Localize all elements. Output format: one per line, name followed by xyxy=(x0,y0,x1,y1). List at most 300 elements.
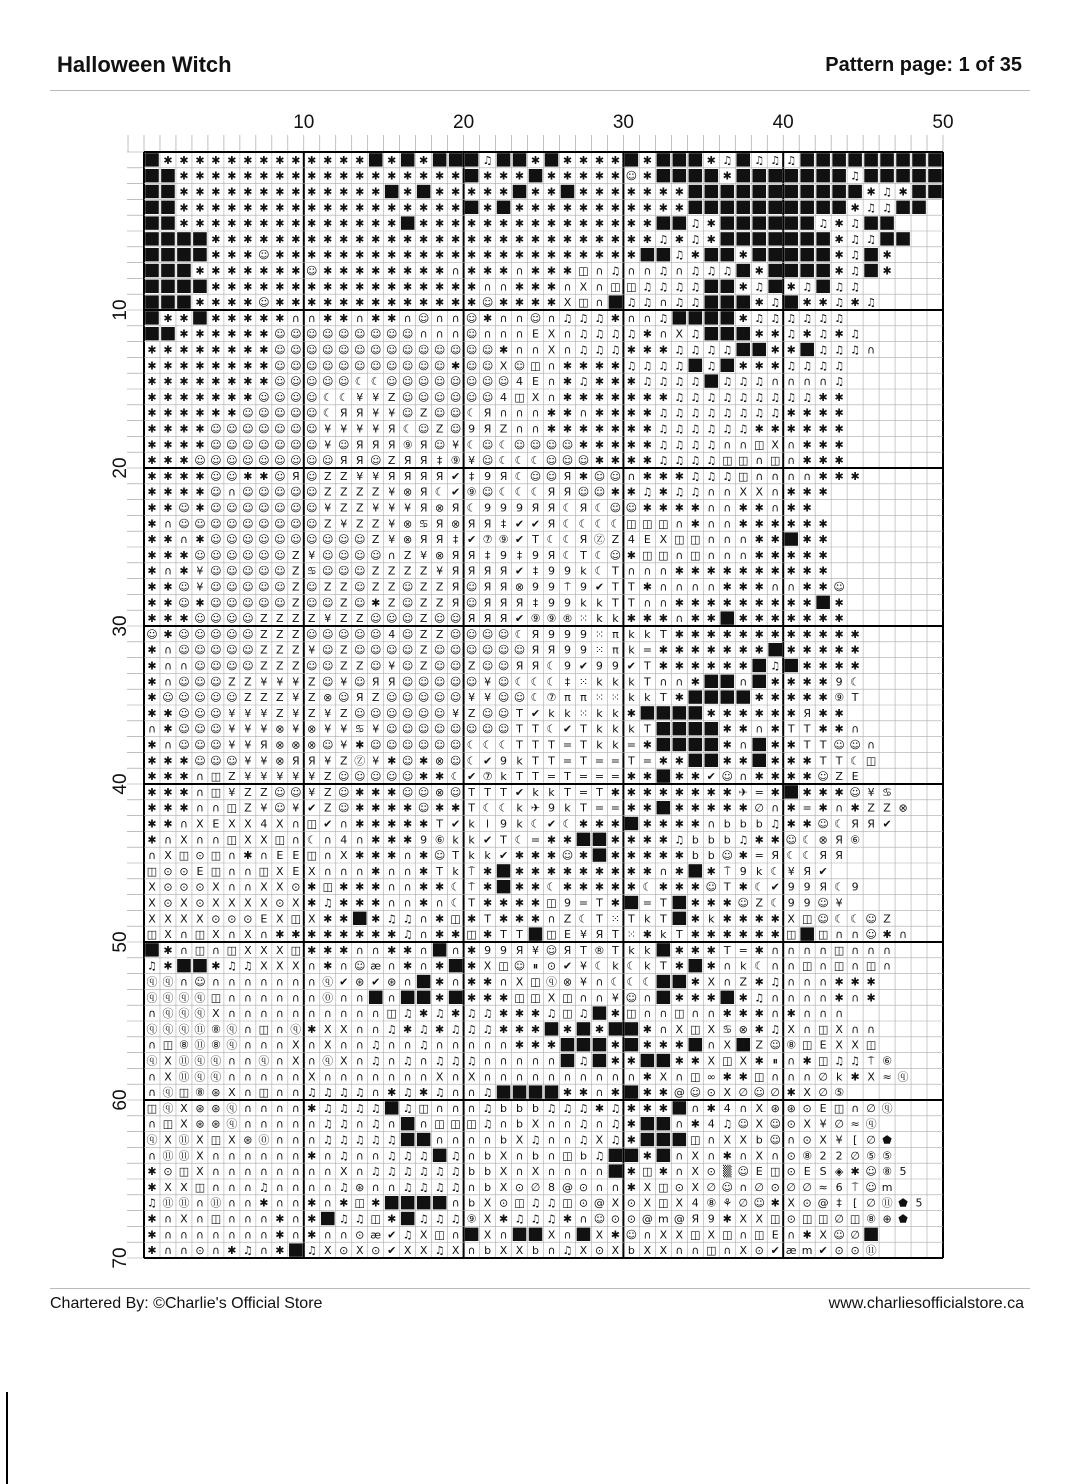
stitch-cell: ✱ xyxy=(163,438,173,452)
stitch-cell: ✱ xyxy=(658,849,668,863)
website-link[interactable]: www.charliesofficialstore.ca xyxy=(828,1295,1024,1312)
stitch-cell: 4 xyxy=(707,1117,715,1131)
stitch-cell: ☺ xyxy=(258,248,270,262)
stitch-cell: ☺ xyxy=(242,438,254,452)
stitch-cell: ∩ xyxy=(195,785,204,799)
stitch-cell: ♫ xyxy=(690,327,701,341)
stitch-cell: ✱ xyxy=(307,928,317,942)
stitch-cell: ✱ xyxy=(259,217,269,231)
stitch-cell: ✱ xyxy=(435,169,445,183)
stitch-cell xyxy=(689,153,703,166)
stitch-cell: ¥ xyxy=(867,785,875,799)
stitch-cell: ⊛ xyxy=(355,975,365,989)
stitch-cell: ☺ xyxy=(242,533,254,547)
stitch-cell: ✱ xyxy=(642,801,652,815)
stitch-cell: ⊙ xyxy=(674,1180,684,1194)
stitch-cell: ✱ xyxy=(626,612,636,626)
stitch-cell: b xyxy=(516,1117,524,1131)
stitch-cell: ∩ xyxy=(243,1228,252,1242)
stitch-cell: ☺ xyxy=(322,675,334,689)
stitch-cell: ✱ xyxy=(706,612,716,626)
stitch-cell: ∩ xyxy=(403,864,412,878)
stitch-cell: ✱ xyxy=(179,422,189,436)
stitch-cell: ∩ xyxy=(227,991,236,1005)
stitch-cell: Z xyxy=(499,422,508,436)
stitch-cell: ✱ xyxy=(610,833,621,847)
stitch-cell xyxy=(625,896,639,909)
stitch-cell: Z xyxy=(276,659,284,673)
stitch-cell: ⊗ xyxy=(898,801,908,815)
stitch-cell: ✱ xyxy=(626,343,636,357)
stitch-cell: ✔ xyxy=(514,517,525,531)
stitch-cell xyxy=(465,1228,479,1241)
stitch-cell: ∩ xyxy=(611,1070,620,1084)
stitch-cell: ✱ xyxy=(275,201,285,215)
stitch-cell: ◫ xyxy=(658,1196,669,1210)
stitch-cell: ✔ xyxy=(451,817,461,831)
stitch-cell: ◫ xyxy=(194,943,206,957)
stitch-cell: X xyxy=(196,817,204,831)
stitch-cell: Z xyxy=(323,785,332,799)
stitch-cell: ☺ xyxy=(817,770,829,784)
stitch-cell: X xyxy=(563,296,572,310)
stitch-cell: ⓠ xyxy=(210,1070,222,1084)
stitch-cell: ☺ xyxy=(353,564,366,578)
stitch-cell: ☺ xyxy=(226,533,238,547)
stitch-cell: ✱ xyxy=(147,706,157,720)
stitch-cell: ☺ xyxy=(290,359,302,373)
stitch-cell: ✱ xyxy=(514,912,525,926)
stitch-cell: ✱ xyxy=(658,612,668,626)
stitch-cell: ✱ xyxy=(147,833,157,847)
stitch-cell xyxy=(752,232,766,245)
stitch-cell: ♫ xyxy=(338,1117,349,1131)
stitch-cell: ⓠ xyxy=(146,975,158,989)
stitch-cell: Я xyxy=(419,501,428,515)
stitch-cell: ⊙ xyxy=(706,1165,716,1179)
stitch-cell: ∩ xyxy=(851,991,860,1005)
stitch-cell: ⊗ xyxy=(307,722,317,736)
stitch-cell: ✱ xyxy=(451,928,461,942)
stitch-cell: ✱ xyxy=(435,801,445,815)
stitch-cell: ♫ xyxy=(866,296,877,310)
stitch-cell: ¥ xyxy=(579,928,587,942)
stitch-cell: ✱ xyxy=(195,485,205,499)
stitch-cell: ♫ xyxy=(866,201,877,215)
stitch-cell: X xyxy=(531,390,540,404)
stitch-cell: Z xyxy=(387,596,396,610)
stitch-cell: ◫ xyxy=(833,959,845,973)
stitch-cell: X xyxy=(260,943,268,957)
stitch-cell: = xyxy=(610,801,621,815)
stitch-cell: ✱ xyxy=(387,1212,397,1226)
stitch-cell: ✱ xyxy=(770,738,780,752)
stitch-cell: ♫ xyxy=(738,422,749,436)
stitch-cell: ✱ xyxy=(770,912,780,926)
stitch-cell: ✱ xyxy=(674,770,684,784)
stitch-cell: ☺ xyxy=(561,438,574,452)
stitch-cell: ☺ xyxy=(449,406,462,420)
stitch-cell: 9 xyxy=(547,596,555,610)
stitch-cell: ✱ xyxy=(195,390,205,404)
stitch-cell: ♫ xyxy=(546,1007,557,1021)
stitch-cell: ∩ xyxy=(787,975,796,989)
stitch-cell: ✱ xyxy=(323,153,333,167)
stitch-cell: ✱ xyxy=(339,296,349,310)
stitch-cell: ☺ xyxy=(194,975,206,989)
stitch-cell: ✱ xyxy=(419,849,429,863)
stitch-cell: ♫ xyxy=(610,1101,621,1115)
stitch-cell: ∩ xyxy=(179,943,188,957)
stitch-cell: ✱ xyxy=(658,185,668,199)
stitch-cell: b xyxy=(484,1244,492,1258)
stitch-cell: ✱ xyxy=(451,185,461,199)
stitch-cell: ∩ xyxy=(243,1022,252,1036)
stitch-cell: ♫ xyxy=(338,1149,349,1163)
stitch-cell: ♫ xyxy=(834,343,845,357)
stitch-cell: Я xyxy=(579,533,588,547)
stitch-cell: ✱ xyxy=(626,785,636,799)
stitch-cell: ∩ xyxy=(659,564,668,578)
stitch-cell: ✱ xyxy=(403,1022,413,1036)
stitch-cell: Z xyxy=(339,596,348,610)
stitch-cell: T xyxy=(500,785,507,799)
stitch-cell: ✱ xyxy=(738,912,748,926)
stitch-cell: ∩ xyxy=(547,1054,556,1068)
stitch-cell: ◫ xyxy=(690,533,701,547)
stitch-cell: Я xyxy=(451,596,460,610)
stitch-cell: ✱ xyxy=(626,770,636,784)
stitch-cell: ☺ xyxy=(785,833,797,847)
stitch-cell: ® xyxy=(561,612,573,626)
stitch-cell: ✱ xyxy=(546,232,557,246)
stitch-cell: ✱ xyxy=(578,153,589,167)
stitch-cell: b xyxy=(627,1244,635,1258)
stitch-cell: ∩ xyxy=(867,343,876,357)
stitch-cell: ∩ xyxy=(595,991,604,1005)
stitch-cell: ∩ xyxy=(451,1228,460,1242)
stitch-cell: ✱ xyxy=(275,1212,285,1226)
stitch-cell: ✈ xyxy=(738,785,748,799)
stitch-cell: ⁙ xyxy=(578,612,589,626)
stitch-cell: ☺ xyxy=(401,390,414,404)
stitch-cell: ✱ xyxy=(626,849,636,863)
stitch-cell: ☺ xyxy=(593,485,606,499)
stitch-cell: ∅ xyxy=(818,1086,828,1100)
stitch-cell: ✱ xyxy=(626,248,636,262)
stitch-cell: ✱ xyxy=(594,390,605,404)
stitch-cell: X xyxy=(739,1133,748,1147)
stitch-cell: Z xyxy=(387,580,396,594)
stitch-cell: ♫ xyxy=(722,264,733,278)
stitch-cell: ✱ xyxy=(594,1022,605,1036)
stitch-cell: ♫ xyxy=(674,248,685,262)
stitch-cell: T xyxy=(835,754,843,768)
stitch-cell: Z xyxy=(339,643,348,657)
stitch-cell: ∩ xyxy=(515,327,524,341)
stitch-cell: ☾ xyxy=(578,912,589,926)
stitch-cell: ✱ xyxy=(610,217,621,231)
stitch-cell: ✱ xyxy=(243,153,253,167)
stitch-cell: ✱ xyxy=(179,375,189,389)
stitch-cell: ∩ xyxy=(227,1212,236,1226)
stitch-cell: Я xyxy=(531,643,540,657)
stitch-cell: T xyxy=(532,533,539,547)
stitch-cell xyxy=(657,153,671,166)
stitch-cell: ♫ xyxy=(818,217,829,231)
stitch-cell: ✔ xyxy=(482,833,493,847)
stitch-cell: ✱ xyxy=(674,785,684,799)
stitch-cell: ♫ xyxy=(578,311,589,325)
stitch-cell: ☺ xyxy=(481,438,494,452)
stitch-cell: ∩ xyxy=(243,1196,252,1210)
stitch-cell: ∩ xyxy=(227,849,236,863)
stitch-cell: ◫ xyxy=(706,1244,717,1258)
stitch-cell: ☾ xyxy=(802,833,813,847)
stitch-cell: ✱ xyxy=(179,770,189,784)
stitch-cell: Я xyxy=(499,580,508,594)
stitch-cell: X xyxy=(164,1054,172,1068)
stitch-cell: Я xyxy=(851,817,859,831)
stitch-cell: ✱ xyxy=(466,296,477,310)
stitch-cell: ∩ xyxy=(499,975,508,989)
stitch-cell: ✱ xyxy=(371,833,381,847)
stitch-cell: k xyxy=(452,864,459,878)
stitch-cell: ✱ xyxy=(738,580,748,594)
stitch-cell: ∩ xyxy=(643,311,652,325)
stitch-cell: E xyxy=(803,1165,811,1179)
stitch-cell: ✱ xyxy=(818,722,828,736)
stitch-cell: ∩ xyxy=(403,311,412,325)
stitch-cell: ∩ xyxy=(499,1228,508,1242)
stitch-cell: ♫ xyxy=(402,928,413,942)
stitch-cell: k xyxy=(596,706,603,720)
stitch-cell: X xyxy=(659,1244,668,1258)
stitch-cell: ⊙ xyxy=(850,1244,860,1258)
stitch-cell: ✱ xyxy=(419,896,429,910)
stitch-cell: ⓠ xyxy=(162,1101,174,1115)
stitch-cell: ✱ xyxy=(690,801,700,815)
stitch-cell: ∩ xyxy=(595,280,604,294)
stitch-cell: ⊙ xyxy=(786,1149,796,1163)
stitch-cell: ∩ xyxy=(323,1149,332,1163)
stitch-cell: b xyxy=(484,1180,492,1194)
stitch-cell: ∩ xyxy=(323,1070,332,1084)
stitch-cell: Z xyxy=(339,580,348,594)
stitch-cell: ☺ xyxy=(210,533,222,547)
stitch-cell xyxy=(145,216,159,229)
stitch-cell: ☺ xyxy=(306,438,318,452)
stitch-cell: ✱ xyxy=(722,627,732,641)
stitch-cell: ✱ xyxy=(419,280,429,294)
stitch-cell: ♫ xyxy=(850,264,861,278)
stitch-cell: ♫ xyxy=(642,485,653,499)
stitch-cell: ☾ xyxy=(546,675,557,689)
stitch-cell: 9 xyxy=(484,943,492,957)
stitch-cell: ✱ xyxy=(259,153,269,167)
stitch-cell: ∩ xyxy=(179,1228,188,1242)
stitch-cell: X xyxy=(244,896,252,910)
stitch-cell: ☺ xyxy=(210,612,222,626)
stitch-cell: ✱ xyxy=(227,375,237,389)
stitch-cell: ☺ xyxy=(449,754,462,768)
stitch-cell: ☺ xyxy=(194,754,206,768)
stitch-cell: ✱ xyxy=(147,1212,157,1226)
stitch-cell: ♫ xyxy=(706,359,717,373)
stitch-cell: ⊙ xyxy=(163,896,173,910)
stitch-cell: ⓠ xyxy=(226,1117,238,1131)
stitch-cell: ✱ xyxy=(690,517,700,531)
stitch-cell: ☺ xyxy=(433,691,446,705)
stitch-cell: ✱ xyxy=(786,548,796,562)
stitch-cell: ✱ xyxy=(738,928,748,942)
stitch-cell: ∩ xyxy=(307,991,316,1005)
stitch-cell: ∩ xyxy=(787,438,796,452)
stitch-cell: ♫ xyxy=(722,343,733,357)
stitch-cell: ♫ xyxy=(770,153,781,167)
page-indicator: Pattern page: 1 of 35 xyxy=(825,54,1022,76)
stitch-cell: ☾ xyxy=(546,880,557,894)
stitch-cell: ∩ xyxy=(339,1228,348,1242)
stitch-cell: ☺ xyxy=(513,438,526,452)
stitch-cell: ♫ xyxy=(450,1180,461,1194)
stitch-cell xyxy=(673,975,687,988)
stitch-cell: ✱ xyxy=(802,691,812,705)
stitch-cell: Ⓩ xyxy=(593,533,605,547)
stitch-cell: ◫ xyxy=(370,1212,381,1226)
stitch-cell: ☺ xyxy=(242,564,254,578)
stitch-cell: ✱ xyxy=(786,770,796,784)
stitch-cell: ✱ xyxy=(690,564,700,578)
stitch-cell: ☺ xyxy=(417,343,430,357)
stitch-cell: ✱ xyxy=(211,311,221,325)
stitch-cell: E xyxy=(563,928,571,942)
stitch-cell: ∩ xyxy=(467,1149,476,1163)
stitch-cell xyxy=(593,1038,607,1051)
stitch-cell: X xyxy=(228,1086,236,1100)
stitch-cell: ◫ xyxy=(530,975,541,989)
stitch-cell: ✱ xyxy=(658,1101,668,1115)
stitch-cell: ∩ xyxy=(803,975,812,989)
stitch-cell: X xyxy=(164,1180,172,1194)
stitch-cell xyxy=(193,311,207,324)
stitch-cell: ∩ xyxy=(435,327,444,341)
stitch-cell: ∩ xyxy=(627,311,636,325)
stitch-cell: ☾ xyxy=(450,880,461,894)
stitch-cell: ∩ xyxy=(499,1117,508,1131)
stitch-cell xyxy=(816,169,830,182)
stitch-cell: ✱ xyxy=(179,754,189,768)
stitch-cell: ∩ xyxy=(723,485,732,499)
stitch-cell: ¥ xyxy=(372,754,380,768)
stitch-cell: ☺ xyxy=(449,375,462,389)
stitch-cell: ✱ xyxy=(147,1180,157,1194)
stitch-cell: ☺ xyxy=(178,643,190,657)
stitch-cell: k xyxy=(628,627,635,641)
stitch-cell: ☺ xyxy=(290,533,302,547)
stitch-cell: ☺ xyxy=(242,627,254,641)
stitch-cell xyxy=(768,169,782,182)
stitch-cell: ✱ xyxy=(770,343,780,357)
stitch-cell: ✱ xyxy=(163,501,173,515)
stitch-cell: 9 xyxy=(803,880,811,894)
stitch-cell: ⊗ xyxy=(307,738,317,752)
stitch-cell: ☺ xyxy=(210,438,222,452)
stitch-cell: X xyxy=(212,880,220,894)
stitch-cell xyxy=(145,248,159,261)
stitch-cell: ☺ xyxy=(242,596,254,610)
stitch-cell: ☺ xyxy=(465,327,478,341)
stitch-cell: Z xyxy=(276,706,284,720)
stitch-cell: X xyxy=(148,880,156,894)
stitch-cell xyxy=(816,280,830,293)
stitch-cell: ✱ xyxy=(578,232,589,246)
stitch-cell: ☺ xyxy=(242,406,254,420)
stitch-cell: ✱ xyxy=(211,153,221,167)
stitch-cell: ¥ xyxy=(356,390,364,404)
stitch-cell: ♫ xyxy=(754,390,765,404)
stitch-cell: ✱ xyxy=(227,343,237,357)
stitch-cell: ✱ xyxy=(610,438,621,452)
stitch-cell: ◫ xyxy=(722,454,733,468)
stitch-cell xyxy=(912,169,926,182)
stitch-cell: ⑧ xyxy=(866,1212,877,1226)
stitch-cell: ∩ xyxy=(451,1196,460,1210)
stitch-cell xyxy=(145,264,159,277)
stitch-cell: ✱ xyxy=(355,280,365,294)
stitch-cell: ∩ xyxy=(659,864,668,878)
stitch-cell xyxy=(497,880,511,893)
stitch-cell: Z xyxy=(260,785,268,799)
stitch-cell: ♫ xyxy=(258,1180,269,1194)
stitch-cell: ☺ xyxy=(497,627,510,641)
stitch-cell: ✱ xyxy=(291,201,301,215)
stitch-cell: X xyxy=(228,1133,236,1147)
stitch-cell: ✱ xyxy=(642,1038,652,1052)
stitch-cell: ∩ xyxy=(659,327,668,341)
stitch-cell: ∩ xyxy=(515,406,524,420)
stitch-cell: Z xyxy=(755,896,764,910)
stitch-cell: X xyxy=(180,1180,188,1194)
stitch-cell: ∩ xyxy=(259,991,268,1005)
stitch-cell: ☺ xyxy=(194,627,206,641)
stitch-cell: ∩ xyxy=(211,943,220,957)
stitch-cell: = xyxy=(642,896,652,910)
stitch-cell: ☺ xyxy=(338,801,350,815)
stitch-cell: ✱ xyxy=(323,217,333,231)
stitch-cell: ☺ xyxy=(385,612,398,626)
stitch-cell: ∩ xyxy=(163,833,173,847)
stitch-cell: X xyxy=(276,943,284,957)
stitch-cell: ✱ xyxy=(642,1149,652,1163)
stitch-cell: X xyxy=(787,1196,795,1210)
stitch-cell: X xyxy=(435,1070,444,1084)
stitch-cell: ✱ xyxy=(371,785,381,799)
stitch-cell xyxy=(689,690,703,703)
stitch-cell xyxy=(705,280,719,293)
stitch-cell: ¥ xyxy=(372,469,380,483)
stitch-cell: ☺ xyxy=(449,659,462,673)
stitch-cell: ♫ xyxy=(802,311,813,325)
stitch-cell: ∩ xyxy=(147,1038,157,1052)
stitch-cell: ♫ xyxy=(674,833,685,847)
stitch-cell: ♫ xyxy=(786,327,797,341)
stitch-cell: ✱ xyxy=(674,943,684,957)
stitch-cell: ✱ xyxy=(834,991,844,1005)
stitch-cell: ✱ xyxy=(834,975,844,989)
stitch-cell: ✱ xyxy=(610,1054,621,1068)
stitch-cell: ♫ xyxy=(882,185,893,199)
